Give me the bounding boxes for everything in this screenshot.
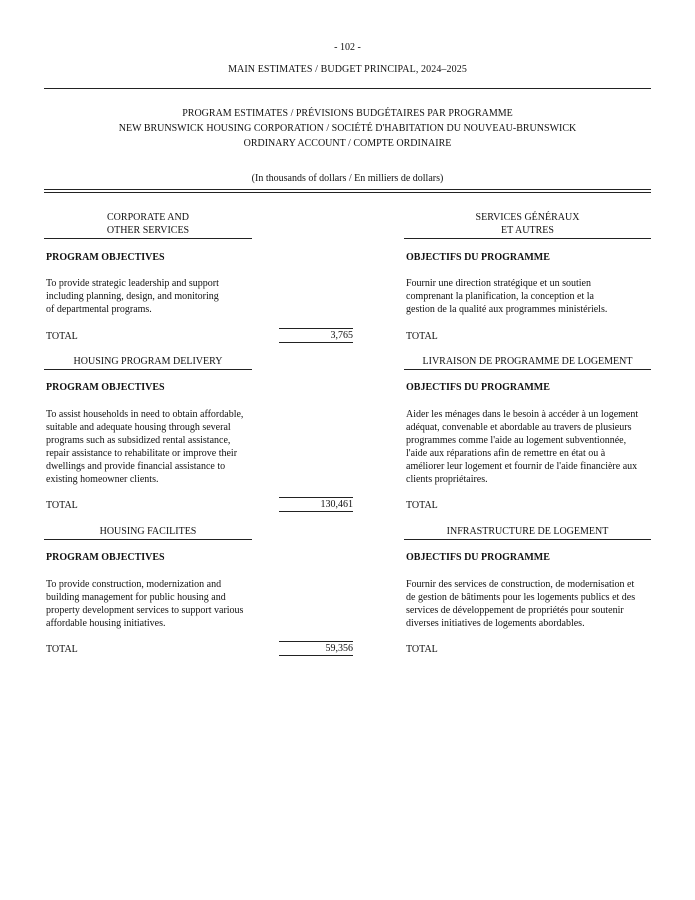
header-rule <box>44 88 651 89</box>
objectives-text-en <box>46 578 266 630</box>
objectives-text-fr <box>406 578 656 630</box>
text-line: building management for public housing and <box>46 592 226 603</box>
text-line: adéquat, convenable et abordable au travers de plusieurs <box>406 422 632 433</box>
total-label-fr: TOTAL <box>406 644 438 655</box>
objectives-heading-fr: OBJECTIFS DU PROGRAMME <box>406 382 550 393</box>
text-line: services de développement de propriétés pour soutenir <box>406 605 624 616</box>
text-line: programmes comme l'aide au logement subventionnée, <box>406 435 627 446</box>
text-line: améliorer leur logement et fournir de l'aide financière aux <box>406 461 638 472</box>
text-line: existing homeowner clients. <box>46 474 159 485</box>
units-rule-bottom <box>44 192 651 193</box>
section-title-fr-line: LIVRAISON DE PROGRAMME DE LOGEMENT <box>422 356 633 367</box>
section-title-fr <box>404 355 651 370</box>
objectives-heading-fr: OBJECTIFS DU PROGRAMME <box>406 552 550 563</box>
text-line: Fournir une direction stratégique et un soutien <box>406 278 591 289</box>
text-line: repair assistance to rehabilitate or improve their <box>46 448 238 459</box>
total-label-fr: TOTAL <box>406 331 438 342</box>
objectives-text-fr <box>406 277 656 316</box>
section-title-en <box>44 355 252 370</box>
objectives-text-fr <box>406 408 656 486</box>
objectives-text-en <box>46 408 266 486</box>
section-title-en-line: HOUSING FACILITES <box>99 526 197 537</box>
text-line: including planning, design, and monitoring <box>46 291 219 302</box>
text-line: To provide construction, modernization and <box>46 579 222 590</box>
section-title-en-line: OTHER SERVICES <box>106 225 190 236</box>
text-line: To assist households in need to obtain affordable, <box>46 409 244 420</box>
text-line: suitable and adequate housing through several <box>46 422 231 433</box>
header-line-account: ORDINARY ACCOUNT / COMPTE ORDINAIRE <box>243 138 452 149</box>
text-line: de gestion de bâtiments pour les logements publics et des <box>406 592 636 603</box>
section-title-en <box>44 211 252 239</box>
section-title-fr <box>404 525 651 540</box>
text-line: clients propriétaires. <box>406 474 488 485</box>
section-title-fr-line: INFRASTRUCTURE DE LOGEMENT <box>446 526 609 537</box>
page-number: - 102 - <box>334 42 361 53</box>
text-line: affordable housing initiatives. <box>46 618 166 629</box>
total-label-en: TOTAL <box>46 331 78 342</box>
text-line: property development services to support various <box>46 605 244 616</box>
text-line: comprenant la planification, la conception et la <box>406 291 594 302</box>
text-line: diverses initiatives de logements abordables. <box>406 618 585 629</box>
text-line: Aider les ménages dans le besoin à accéder à un logement <box>406 409 639 420</box>
text-line: To provide strategic leadership and support <box>46 278 219 289</box>
objectives-heading-en: PROGRAM OBJECTIVES <box>46 382 165 393</box>
total-amount: 130,461 <box>279 497 353 512</box>
document-title: MAIN ESTIMATES / BUDGET PRINCIPAL, 2024–2025 <box>228 64 467 75</box>
objectives-text-en <box>46 277 266 316</box>
units-note: (In thousands of dollars / En milliers de dollars) <box>251 173 444 184</box>
text-line: of departmental programs. <box>46 304 152 315</box>
text-line: programs such as subsidized rental assistance, <box>46 435 231 446</box>
section-title-fr-line: SERVICES GÉNÉRAUX <box>475 212 580 223</box>
text-line: Fournir des services de construction, de modernisation et <box>406 579 635 590</box>
section-title-fr <box>404 211 651 239</box>
section-title-en-line: HOUSING PROGRAM DELIVERY <box>73 356 223 367</box>
text-line: dwellings and provide financial assistance to <box>46 461 226 472</box>
objectives-heading-en: PROGRAM OBJECTIVES <box>46 252 165 263</box>
objectives-heading-fr: OBJECTIFS DU PROGRAMME <box>406 252 550 263</box>
header-line-program-estimates: PROGRAM ESTIMATES / PRÉVISIONS BUDGÉTAIRES PAR PROGRAMME <box>182 108 513 119</box>
total-amount: 59,356 <box>279 641 353 656</box>
total-label-en: TOTAL <box>46 644 78 655</box>
section-title-fr-line: ET AUTRES <box>501 225 554 236</box>
total-label-en: TOTAL <box>46 500 78 511</box>
objectives-heading-en: PROGRAM OBJECTIVES <box>46 552 165 563</box>
section-title-en-line: CORPORATE AND <box>107 212 189 223</box>
header-line-corporation: NEW BRUNSWICK HOUSING CORPORATION / SOCIÉTÉ D'HABITATION DU NOUVEAU-BRUNSWICK <box>118 123 577 134</box>
text-line: l'aide aux réparations afin de remettre en état ou à <box>406 448 606 459</box>
total-label-fr: TOTAL <box>406 500 438 511</box>
section-title-en <box>44 525 252 540</box>
units-rule-top <box>44 189 651 190</box>
total-amount: 3,765 <box>279 328 353 343</box>
text-line: gestion de la qualité aux programmes ministériels. <box>406 304 608 315</box>
